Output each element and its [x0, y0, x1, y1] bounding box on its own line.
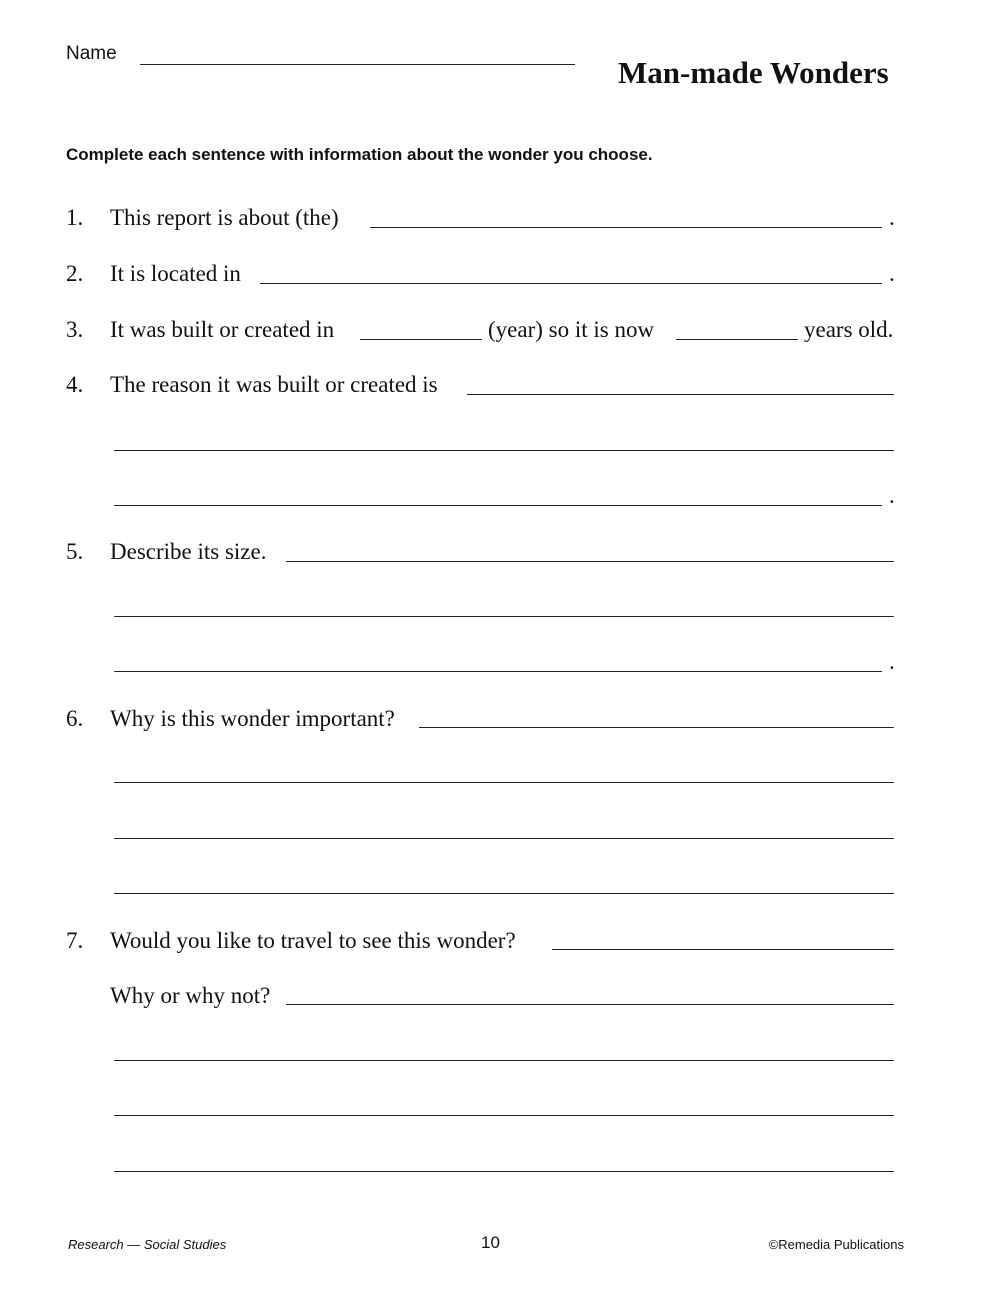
question-7-followup: Why or why not? [110, 983, 271, 1008]
page-number: 10 [481, 1233, 500, 1252]
question-7-answer-line-5[interactable] [114, 1171, 894, 1172]
question-3-text-a: It was built or created in [110, 317, 335, 342]
footer-publisher: ©Remedia Publications [768, 1237, 904, 1252]
question-7-answer-line-3[interactable] [114, 1060, 894, 1061]
question-5-answer-line-1[interactable] [286, 561, 894, 562]
question-4-number: 4. [66, 372, 84, 397]
instructions: Complete each sentence with information about the wonder you choose. [66, 145, 653, 164]
question-4-period: . [889, 483, 895, 508]
question-6-answer-line-1[interactable] [419, 727, 894, 728]
name-label: Name [66, 43, 117, 64]
question-6-answer-line-3[interactable] [114, 838, 894, 839]
question-1-period: . [889, 205, 895, 230]
name-line[interactable] [140, 64, 575, 65]
question-5-period: . [889, 649, 895, 674]
question-7-number: 7. [66, 928, 84, 953]
question-3-number: 3. [66, 317, 84, 342]
question-5-answer-line-2[interactable] [114, 616, 894, 617]
question-3-age-line[interactable] [676, 339, 798, 340]
question-4-answer-line-3[interactable] [114, 505, 882, 506]
question-7-answer-line-1[interactable] [552, 949, 894, 950]
question-1-answer-line[interactable] [370, 227, 882, 228]
question-2-number: 2. [66, 261, 84, 286]
question-6-answer-line-2[interactable] [114, 782, 894, 783]
question-2-text: It is located in [110, 261, 241, 286]
question-4-answer-line-2[interactable] [114, 450, 894, 451]
question-7-answer-line-2[interactable] [286, 1004, 894, 1005]
question-6-answer-line-4[interactable] [114, 893, 894, 894]
question-6-number: 6. [66, 706, 84, 731]
question-6-text: Why is this wonder important? [110, 706, 395, 731]
question-3-year-line[interactable] [360, 339, 482, 340]
question-3-text-c: years old. [804, 317, 894, 342]
question-5-text: Describe its size. [110, 539, 267, 564]
question-5-answer-line-3[interactable] [114, 671, 882, 672]
question-3-text-b: (year) so it is now [488, 317, 655, 342]
footer-series: Research — Social Studies [68, 1237, 227, 1252]
question-4-text: The reason it was built or created is [110, 372, 438, 397]
question-2-answer-line[interactable] [260, 283, 882, 284]
question-5-number: 5. [66, 539, 84, 564]
question-4-answer-line-1[interactable] [467, 394, 894, 395]
question-7-answer-line-4[interactable] [114, 1115, 894, 1116]
question-7-text: Would you like to travel to see this wonder? [110, 928, 516, 953]
page-title: Man-made Wonders [618, 55, 889, 90]
question-1-number: 1. [66, 205, 84, 230]
question-1-text: This report is about (the) [110, 205, 339, 230]
question-2-period: . [889, 261, 895, 286]
